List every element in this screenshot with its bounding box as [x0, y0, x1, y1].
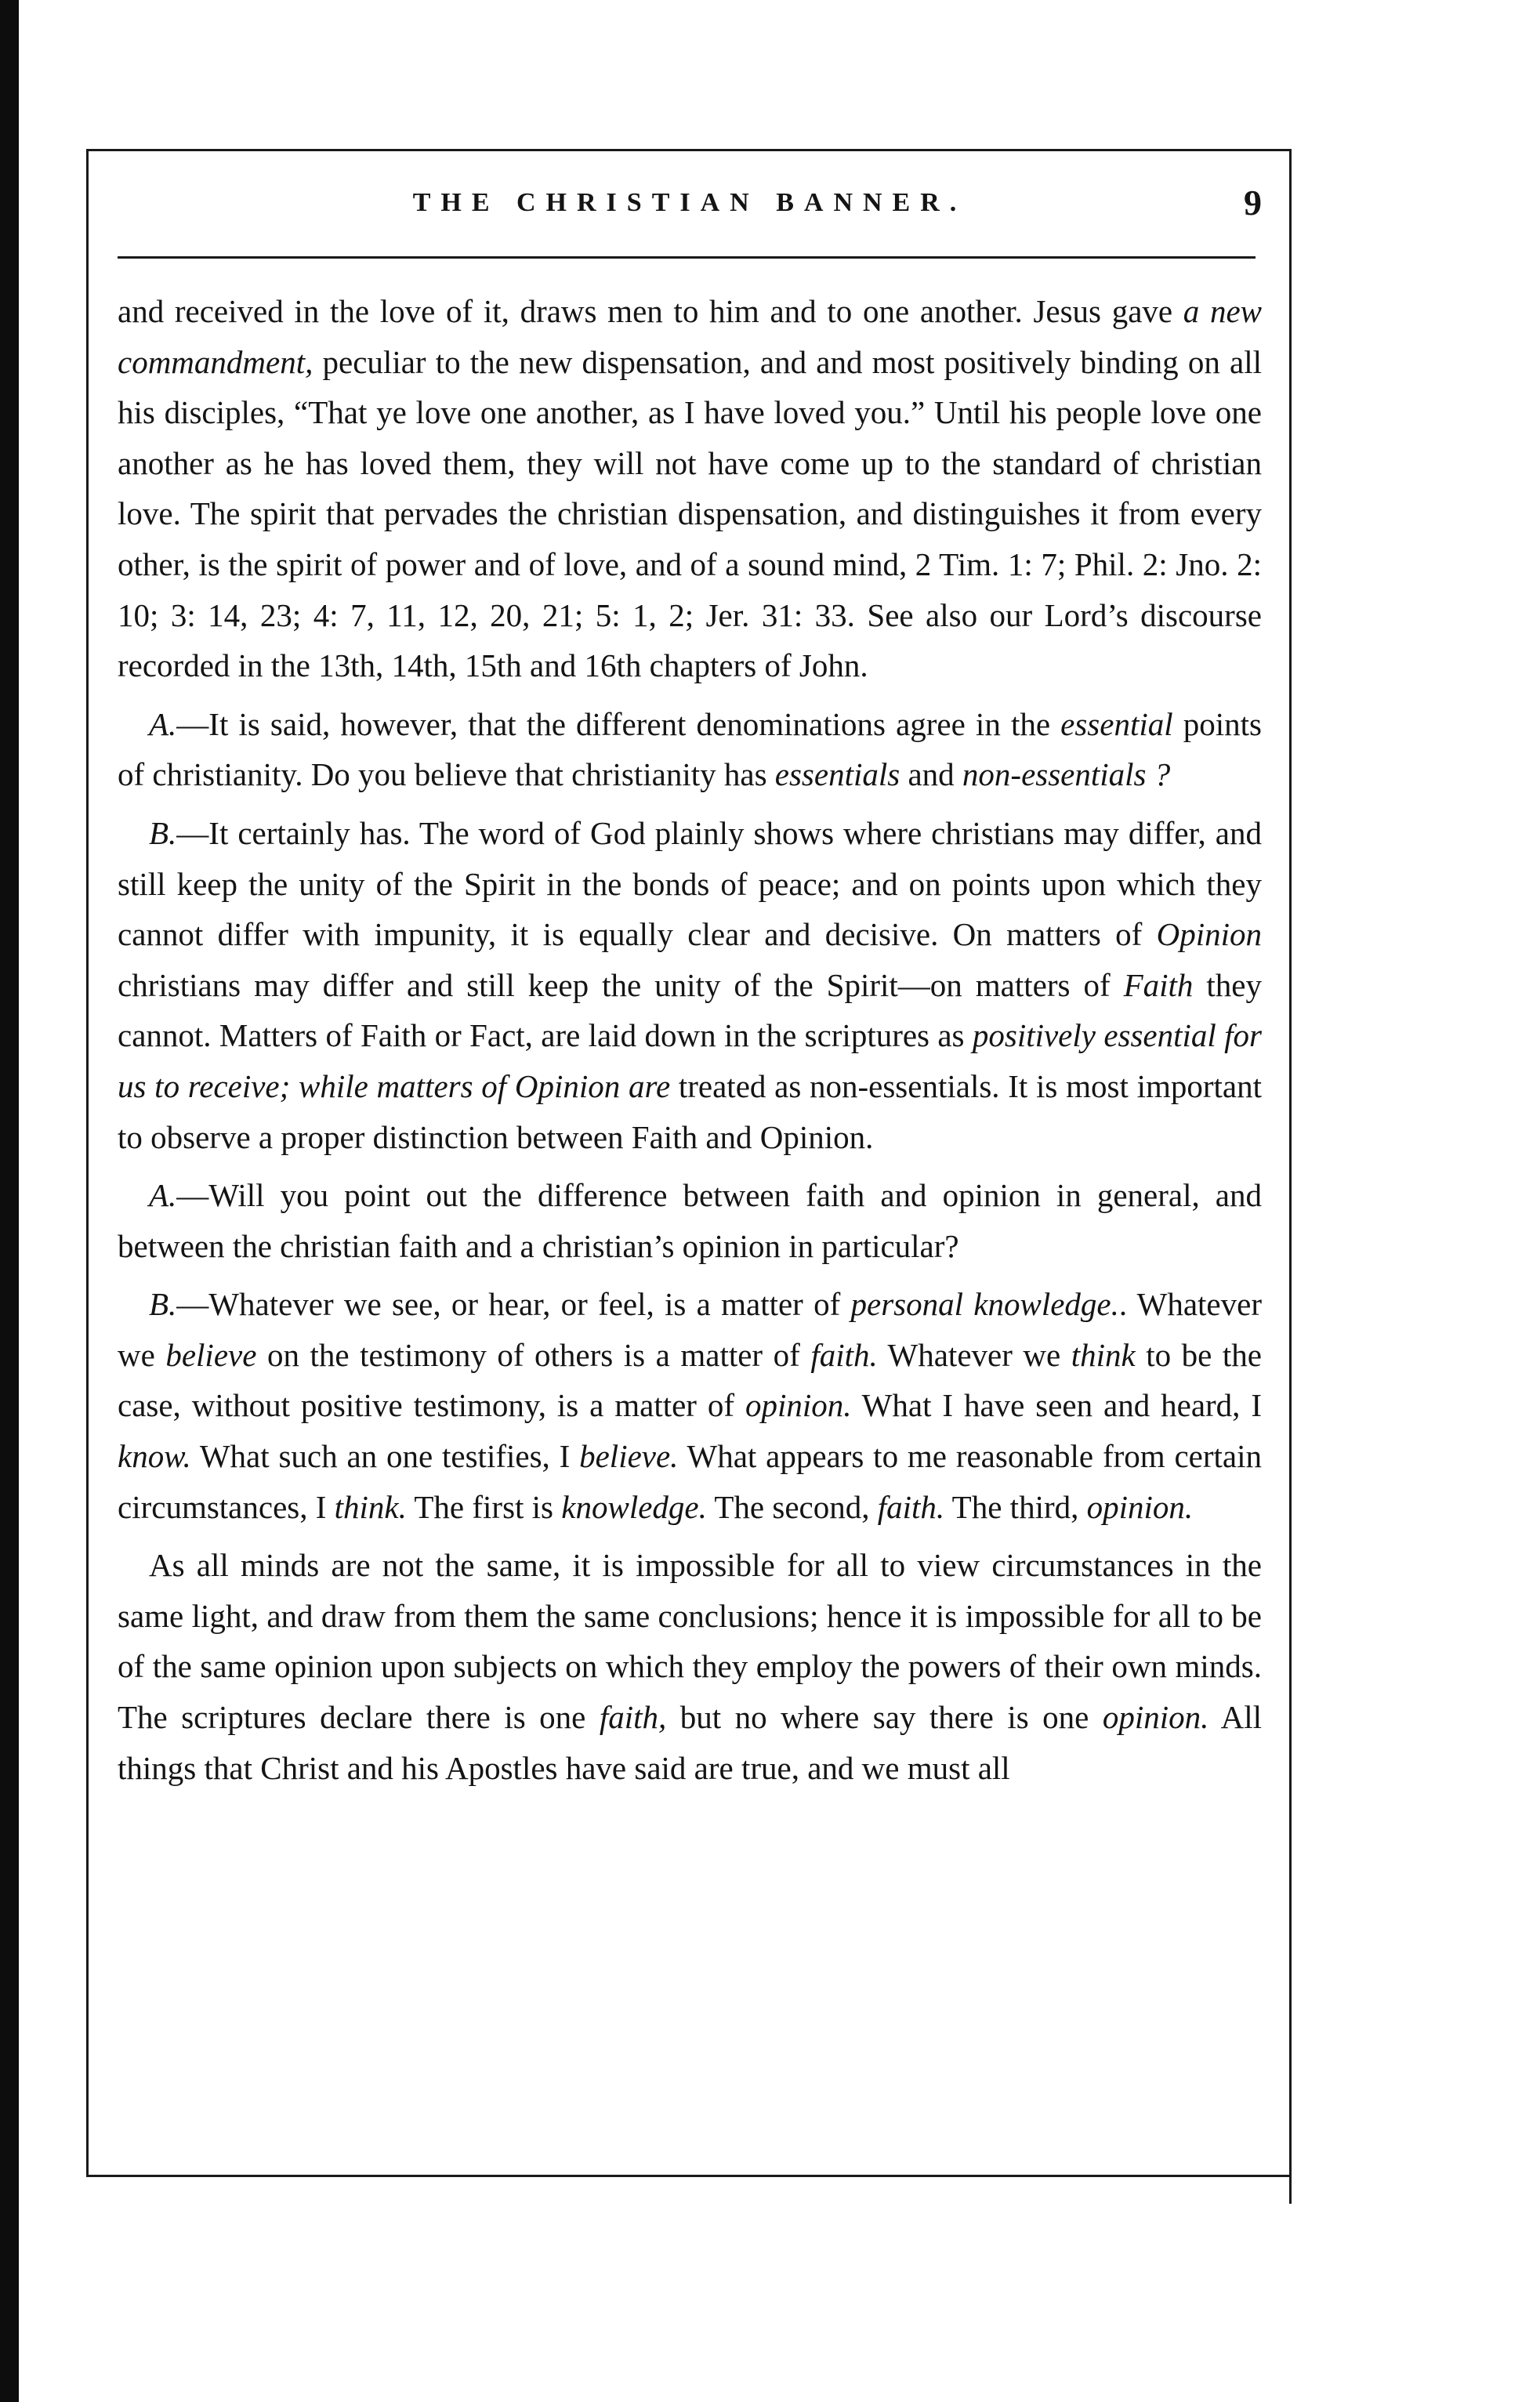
- italic-run: faith,: [599, 1699, 667, 1736]
- text-run: What such an one testifies, I: [190, 1438, 580, 1475]
- italic-run: believe: [165, 1336, 257, 1373]
- speaker-label: A.: [149, 705, 177, 742]
- text-run: and: [900, 756, 962, 793]
- text-run: —It certainly has. The word of God plainly shows where christians may differ, and still keep the unity of the Spirit in the bonds of peace; and on points upon which they cannot differ with impunity, it is equally clear and decisive. On matters of: [118, 814, 1262, 953]
- italic-run: faith.: [810, 1336, 878, 1373]
- italic-run: a new commandment,: [118, 293, 1263, 380]
- page-frame-left: [86, 149, 89, 2177]
- italic-run: Opinion: [1156, 916, 1262, 953]
- header-rule: [118, 256, 1256, 259]
- page-header: [118, 182, 1262, 229]
- italic-run: opinion.: [1086, 1488, 1194, 1525]
- italic-run: think.: [334, 1488, 407, 1525]
- paragraph-3: [118, 808, 1262, 1162]
- italic-run: faith.: [877, 1488, 945, 1525]
- text-run: christians may differ and still keep the unity of the Spirit—on matters of: [118, 966, 1124, 1003]
- text-run: treated as non-essentials. It is most important to observe a proper distinction between Faith and Opinion.: [118, 1067, 1262, 1155]
- text-run: The second,: [706, 1488, 878, 1525]
- paragraph-5: [118, 1279, 1262, 1532]
- text-run: All things that Christ and his Apostles have said are true, and we must all: [118, 1699, 1263, 1786]
- italic-run: opinion.: [1102, 1699, 1209, 1736]
- speaker-label: B.: [149, 1286, 177, 1323]
- text-run: to be the case, without positive testimony, is a matter of: [118, 1336, 1263, 1424]
- body-text: [118, 286, 1262, 1801]
- paragraph-2: [118, 699, 1262, 800]
- italic-run: personal knowledge.: [850, 1286, 1119, 1323]
- page-frame-bottom: [86, 2175, 1292, 2177]
- italic-run: Faith: [1123, 966, 1194, 1003]
- text-run: Whatever we: [877, 1336, 1071, 1373]
- page-frame-right: [1289, 149, 1292, 2204]
- text-run: What I have seen and heard, I: [851, 1387, 1262, 1424]
- speaker-label: B.: [149, 814, 177, 851]
- text-run: and received in the love of it, draws men to him and to one another. Jesus gave: [118, 293, 1183, 329]
- text-run: —Will you point out the difference between faith and opinion in general, and between the christian faith and a christian’s opinion in particular?: [118, 1177, 1262, 1264]
- scan-edge-bar: [0, 0, 19, 2402]
- text-run: on the testimony of others is a matter of: [256, 1336, 811, 1373]
- paragraph-1: [118, 286, 1262, 691]
- text-run: peculiar to the new dispensation, and and most positively binding on all his disciples, “That ye love one another, as I have loved you.” Until his people love one another as he has loved them, they will not have come up to the standard of christian love. The spirit that pervades the christian dispensation, and distinguishes it from every other, is the spirit of power and of love, and of a sound mind, 2 Tim. 1: 7; Phil. 2: Jno. 2: 10; 3: 14, 23; 4: 7, 11, 12, 20, 21; 5: 1, 2; Jer. 31: 33. See also our Lord’s discourse recorded in the 13th, 14th, 15th and 16th chapters of John.: [118, 343, 1262, 684]
- text-run: —It is said, however, that the different denominations agree in the: [176, 705, 1061, 742]
- italic-run: opinion.: [745, 1387, 852, 1424]
- italic-run: believe.: [579, 1438, 679, 1475]
- text-run: they cannot. Matters of Faith or Fact, are laid down in the scriptures as: [118, 966, 1263, 1054]
- italic-run: non-essentials ?: [962, 756, 1171, 793]
- italic-run: essential: [1060, 705, 1173, 742]
- text-run: but no where say there is one: [666, 1699, 1103, 1736]
- italic-run: know.: [118, 1438, 191, 1475]
- italic-run: positively essential for us to receive; while matters of Opinion are: [118, 1017, 1262, 1104]
- page-frame-top: [86, 149, 1292, 151]
- italic-run: think: [1071, 1336, 1136, 1373]
- text-run: . Whatever we: [118, 1286, 1262, 1373]
- text-run: The third,: [944, 1488, 1087, 1525]
- italic-run: essentials: [774, 756, 900, 793]
- text-run: —Whatever we see, or hear, or feel, is a matter of: [176, 1286, 851, 1323]
- text-run: The first is: [406, 1488, 562, 1525]
- text-run: points of christianity. Do you believe that christianity has: [118, 705, 1262, 793]
- page-number: 9: [1244, 183, 1262, 223]
- speaker-label: A.: [149, 1177, 177, 1214]
- running-title: THE CHRISTIAN BANNER.: [412, 188, 967, 217]
- italic-run: knowledge.: [561, 1488, 707, 1525]
- paragraph-6: [118, 1540, 1262, 1793]
- text-run: What appears to me reasonable from certain circumstances, I: [118, 1438, 1262, 1525]
- paragraph-4: [118, 1170, 1262, 1271]
- text-run: As all minds are not the same, it is impossible for all to view circumstances in the same light, and draw from them the same conclusions; hence it is impossible for all to be of the same opinion upon subjects on which they employ the powers of their own minds. The scriptures declare there is one: [118, 1547, 1262, 1736]
